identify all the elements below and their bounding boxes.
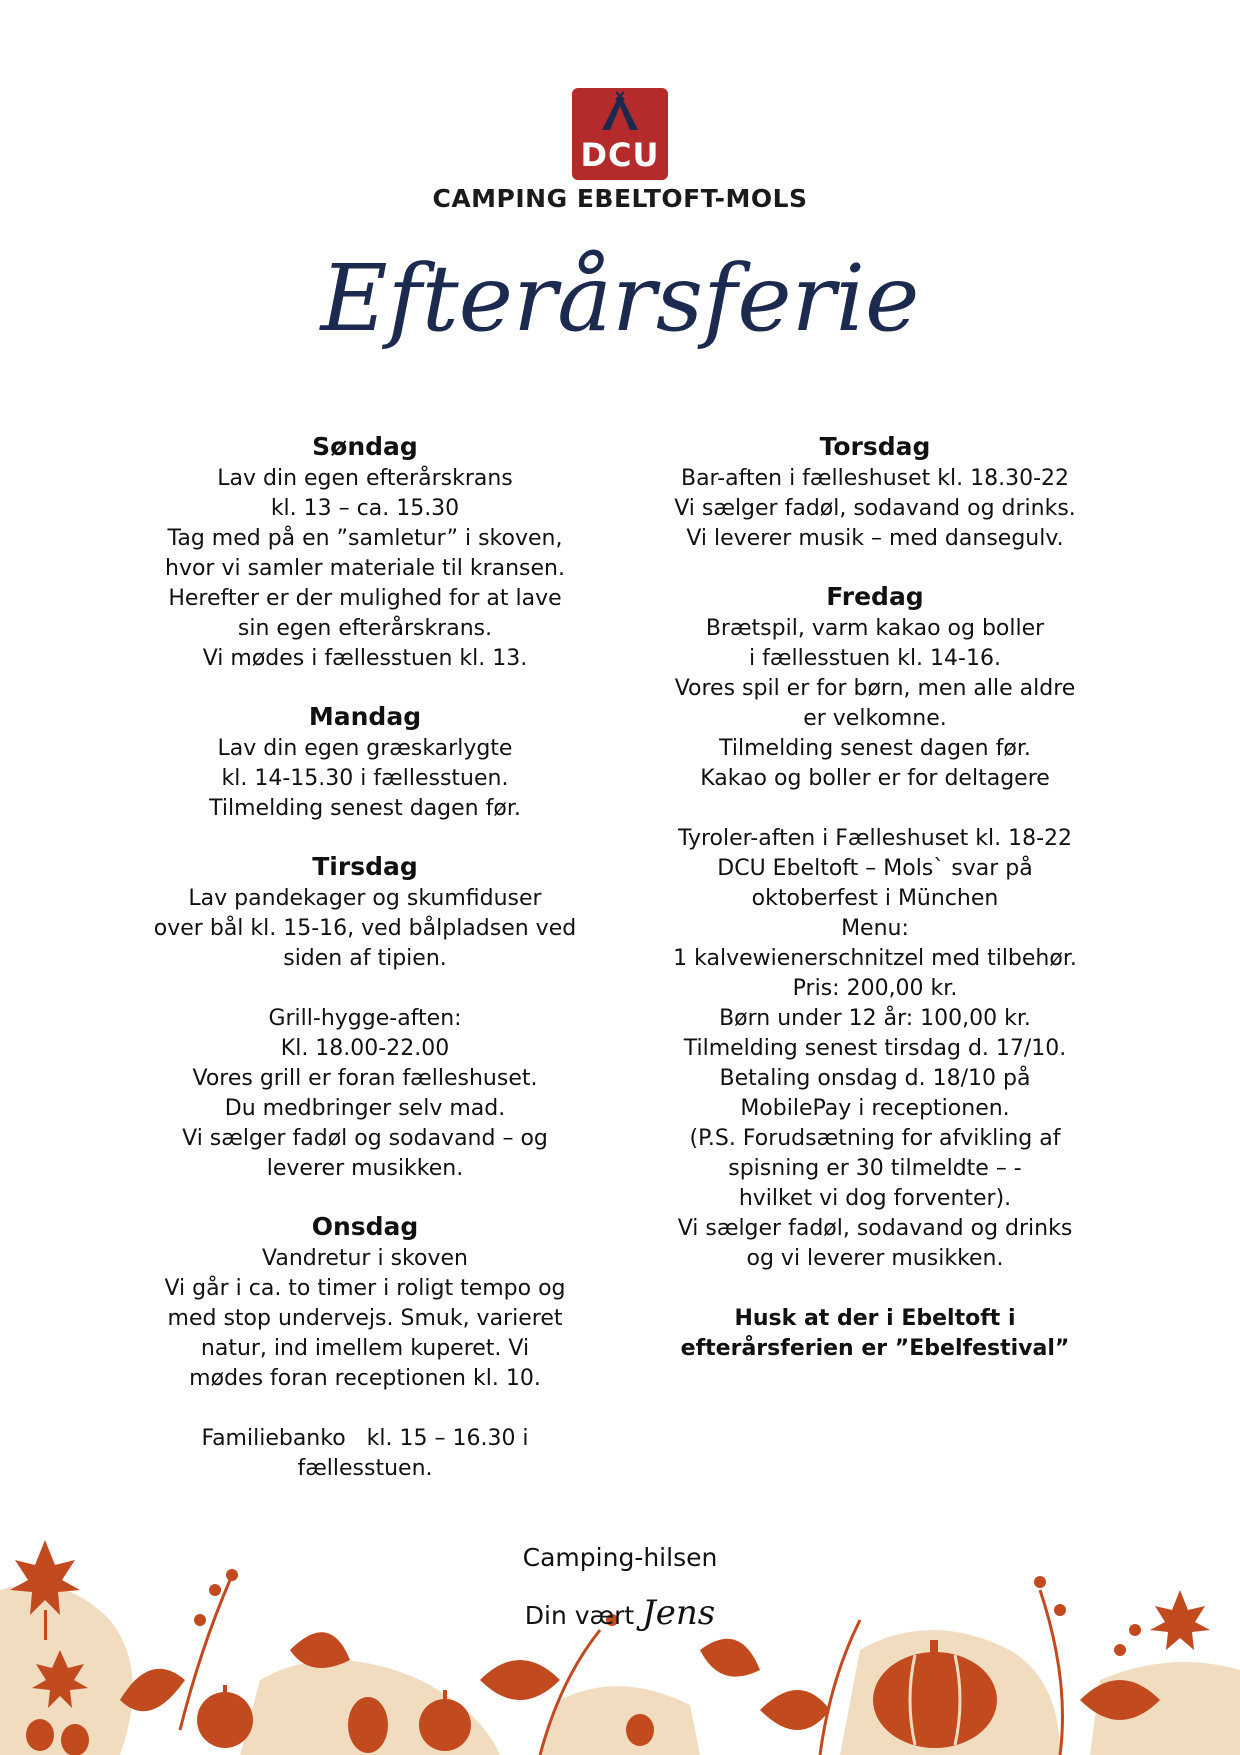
text-line: Familiebanko kl. 15 – 16.30 i [201, 1426, 529, 1451]
text-line: leverer musikken. [266, 1156, 464, 1181]
text-line: Bar-aften i fælleshuset kl. 18.30-22 [680, 466, 1070, 491]
day-heading-fredag: Fredag [826, 582, 924, 611]
text-line: Menu: [841, 916, 909, 941]
text-line: oktoberfest i München [751, 886, 999, 911]
spacer [640, 1274, 1110, 1304]
text-line: hvor vi samler materiale til kransen. [165, 556, 565, 581]
dcu-logo [572, 88, 668, 180]
right-column [640, 430, 1110, 1364]
text-line: DCU Ebeltoft – Mols` svar på [717, 856, 1033, 881]
day-heading-onsdag: Onsdag [311, 1212, 419, 1241]
page-title: Efterårsferie [320, 245, 920, 352]
text-line: Lav din egen græskarlygte [217, 736, 513, 761]
text-line: kl. 13 – ca. 15.30 [270, 496, 460, 521]
text-line: (P.S. Forudsætning for afvikling af [689, 1126, 1061, 1151]
text-line: Tilmelding senest tirsdag d. 17/10. [683, 1036, 1067, 1061]
text-line: kl. 14-15.30 i fællesstuen. [221, 766, 509, 791]
text-line: mødes foran receptionen kl. 10. [189, 1366, 541, 1391]
text-line: Vi sælger fadøl, sodavand og drinks [677, 1216, 1073, 1241]
text-line: og vi leverer musikken. [746, 1246, 1004, 1271]
text-line: er velkomne. [803, 706, 947, 731]
footer-greeting: Camping-hilsen [522, 1543, 718, 1572]
text-line: Tilmelding senest dagen før. [719, 736, 1031, 761]
text-line: i fællesstuen kl. 14-16. [749, 646, 1001, 671]
footer-host [0, 1593, 1240, 1633]
signature: Jens [642, 1593, 716, 1633]
text-line: 1 kalvewienerschnitzel med tilbehør. [673, 946, 1077, 971]
text-line: Vi sælger fadøl og sodavand – og [182, 1126, 548, 1151]
text-line: hvilket vi dog forventer). [738, 1186, 1012, 1211]
text-line: MobilePay i receptionen. [740, 1096, 1010, 1121]
text-line: over bål kl. 15-16, ved bålpladsen ved [153, 916, 577, 941]
text-line: Vores spil er for børn, men alle aldre [674, 676, 1076, 701]
festival-note: Husk at der i Ebeltoft i [734, 1306, 1016, 1331]
text-line: Tilmelding senest dagen før. [209, 796, 521, 821]
text-line: Lav pandekager og skumfiduser [188, 886, 542, 911]
text-line: Vi går i ca. to timer i roligt tempo og [164, 1276, 566, 1301]
spacer [640, 794, 1110, 824]
spacer [140, 1394, 590, 1424]
text-line: Vi mødes i fællesstuen kl. 13. [202, 646, 528, 671]
day-heading-mandag: Mandag [308, 702, 422, 731]
text-line: fællesstuen. [297, 1456, 433, 1481]
text-line: Tyroler-aften i Fælleshuset kl. 18-22 [677, 826, 1073, 851]
camp-name: CAMPING EBELTOFT-MOLS [432, 184, 808, 213]
text-line: Vandretur i skoven [262, 1246, 468, 1271]
day-heading-torsdag: Torsdag [819, 432, 931, 461]
text-line: Pris: 200,00 kr. [792, 976, 958, 1001]
text-line: Kl. 18.00-22.00 [280, 1036, 450, 1061]
text-line: Børn under 12 år: 100,00 kr. [719, 1006, 1031, 1031]
text-line: siden af tipien. [283, 946, 447, 971]
text-line: Brætspil, varm kakao og boller [705, 616, 1045, 641]
text-line: Grill-hygge-aften: [268, 1006, 462, 1031]
text-line: med stop undervejs. Smuk, varieret [167, 1306, 563, 1331]
day-heading-tirsdag: Tirsdag [312, 852, 418, 881]
text-line: natur, ind imellem kuperet. Vi [200, 1336, 530, 1361]
day-heading-sondag: Søndag [312, 432, 418, 461]
host-label: Din vært [524, 1601, 635, 1630]
text-line: spisning er 30 tilmeldte – - [728, 1156, 1022, 1181]
spacer [140, 974, 590, 1004]
festival-note: efterårsferien er ”Ebelfestival” [680, 1336, 1070, 1361]
text-line: Herefter er der mulighed for at lave [168, 586, 562, 611]
text-line: Vi leverer musik – med dansegulv. [686, 526, 1064, 551]
text-line: sin egen efterårskrans. [237, 616, 493, 641]
text-line: Kakao og boller er for deltagere [700, 766, 1050, 791]
text-line: Lav din egen efterårskrans [217, 466, 513, 491]
text-line: Tag med på en ”samletur” i skoven, [167, 526, 563, 551]
logo-text: DCU [580, 136, 660, 174]
text-line: Du medbringer selv mad. [224, 1096, 506, 1121]
text-line: Vi sælger fadøl, sodavand og drinks. [674, 496, 1076, 521]
text-line: Vores grill er foran fælleshuset. [192, 1066, 538, 1091]
text-line: Betaling onsdag d. 18/10 på [719, 1066, 1031, 1091]
left-column [140, 430, 590, 1484]
